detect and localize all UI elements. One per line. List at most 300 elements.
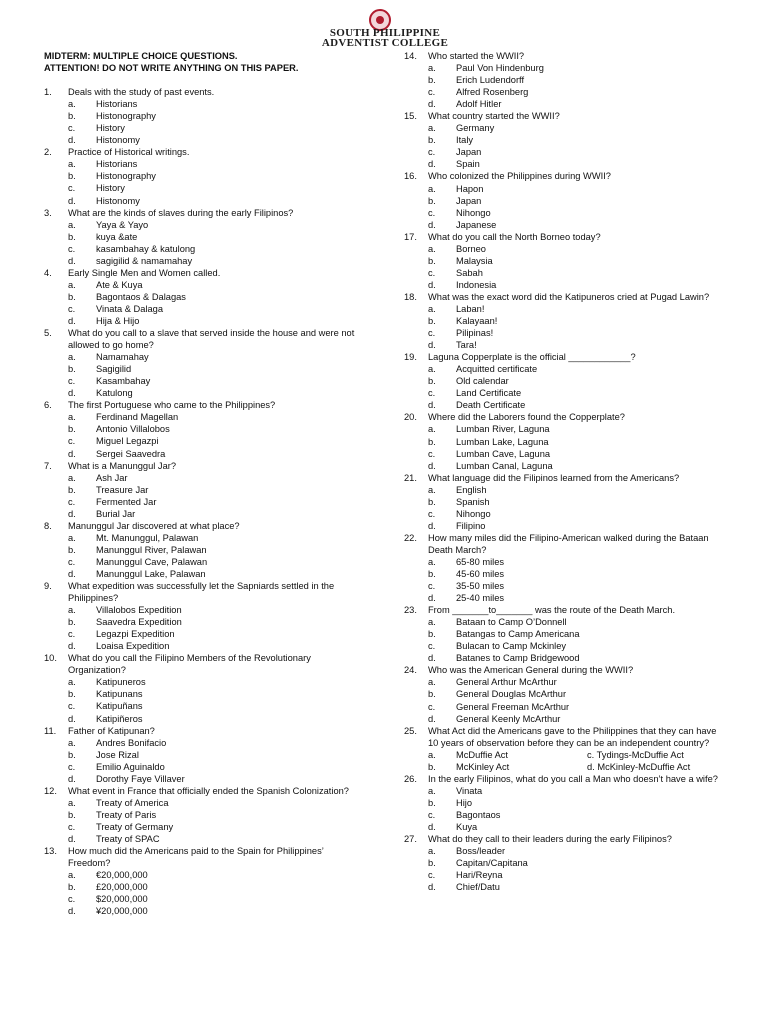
answer-option [404,363,722,375]
answer-option [44,773,362,785]
question-text [404,604,722,616]
question-text [404,472,722,484]
question-item [44,207,362,267]
option-text: Death Certificate [456,400,526,411]
option-letter: a. [68,737,76,748]
option-text: Katulong [96,388,133,399]
question-number: 27. [404,834,417,845]
option-letter: b. [428,797,436,808]
option-letter: b. [68,291,76,302]
option-text: Emilio Aguinaldo [96,761,165,772]
option-letter: b. [428,858,436,869]
option-letter: a. [68,605,76,616]
answer-option [44,435,362,447]
option-letter: a. [428,677,436,688]
option-letter: c. [428,581,436,592]
answer-option [404,713,722,725]
question-item [44,520,362,580]
option-letter: b. [68,749,76,760]
question-prompt: Early Single Men and Women called. [68,267,221,278]
option-letter: c. [68,629,76,640]
option-letter: a. [68,159,76,170]
question-text [44,267,362,279]
question-prompt: Father of Katipunan? [68,725,155,736]
option-text: 25-40 miles [456,593,505,604]
option-text: Bulacan to Camp Mckinley [456,641,567,652]
option-letter: b. [68,617,76,628]
option-letter: c. [68,436,76,447]
option-letter: b. [68,231,76,242]
option-letter: a. [428,424,436,435]
answer-option [404,375,722,387]
question-text [44,520,362,532]
question-prompt: What was the exact word did the Katipuneros cried at Pugad Lawin? [428,291,710,302]
option-text: Lumban Canal, Laguna [456,460,553,471]
answer-option [404,303,722,315]
option-text: Bataan to Camp O’Donnell [456,617,567,628]
question-prompt: What language did the Filipinos learned from the Americans? [428,472,680,483]
option-text: Villalobos Expedition [96,605,182,616]
option-letter: c. [428,701,436,712]
question-number: 3. [44,207,52,218]
question-number: 7. [44,460,52,471]
option-letter: d. [428,713,436,724]
question-number: 16. [404,171,417,182]
question-item [44,399,362,459]
option-text: Mt. Manunggul, Palawan [96,532,199,543]
option-letter: a. [428,556,436,567]
option-text: Histonomy [96,135,140,146]
question-text [44,399,362,411]
option-text: Jose Rizal [96,749,139,760]
question-text [404,291,722,303]
answer-option [44,604,362,616]
option-text: Ash Jar [96,472,128,483]
answer-option [404,134,722,146]
option-letter: a. [68,797,76,808]
option-text: Andres Bonifacio [96,737,167,748]
question-prompt: Who was the American General during the WWII? [428,665,634,676]
question-prompt: Who started the WWII? [428,51,525,61]
option-text: Japan [456,195,482,206]
option-letter: d. [428,882,436,893]
question-text [404,351,722,363]
option-letter: d. [68,834,76,844]
option-text: 45-60 miles [456,569,505,580]
option-letter: c. [428,388,436,399]
question-item [44,146,362,206]
option-text: Namamahay [96,352,149,363]
option-letter: a. [428,183,436,194]
option-text: Loaisa Expedition [96,641,170,652]
option-text: Katipuneros [96,677,146,688]
answer-option [44,484,362,496]
question-number: 19. [404,352,417,363]
option-text: Manunggul Lake, Palawan [96,568,206,579]
option-letter: c. [68,243,76,254]
answer-option [44,881,362,893]
answer-option [404,399,722,411]
question-number: 21. [404,472,417,483]
option-text-second: c. Tydings-McDuffie Act [587,749,684,760]
answer-option [44,749,362,761]
question-text [44,652,362,676]
school-name [300,28,470,48]
question-text [404,532,722,556]
answer-option [404,315,722,327]
option-text: Malaysia [456,255,493,266]
question-number: 5. [44,328,52,339]
option-text: Sergei Saavedra [96,448,166,459]
option-text: Germany [456,123,495,134]
option-text: 35-50 miles [456,581,505,592]
question-item [404,532,722,604]
question-item [404,725,722,773]
option-text: Italy [456,135,474,146]
answer-option [44,387,362,399]
answer-option [404,701,722,713]
question-prompt: What are the kinds of slaves during the early Filipinos? [68,207,294,218]
option-letter: c. [428,870,436,881]
question-number: 10. [44,653,57,664]
question-text [44,725,362,737]
option-letter: c. [428,147,436,158]
option-text: Treasure Jar [96,484,149,495]
answer-option [404,484,722,496]
option-text: Tara! [456,340,477,351]
question-text [404,50,722,62]
answer-option [404,857,722,869]
option-text: Treaty of SPAC [96,834,160,844]
option-letter: b. [68,111,76,122]
answer-option [404,785,722,797]
option-letter: c. [68,496,76,507]
option-text: Nihongo [456,508,491,519]
question-text [44,460,362,472]
answer-option [44,158,362,170]
question-prompt: What is a Manunggul Jar? [68,460,177,471]
option-text: 65-80 miles [456,556,505,567]
option-letter: b. [428,195,436,206]
option-text: €20,000,000 [96,870,148,881]
question-text [404,773,722,785]
option-letter: d. [68,195,76,206]
option-letter: d. [428,340,436,351]
question-number: 24. [404,665,417,676]
answer-option [404,688,722,700]
option-text: Sabah [456,267,483,278]
question-number: 13. [44,846,57,857]
option-text: Chief/Datu [456,882,500,893]
option-text: Adolf Hitler [456,99,502,110]
answer-option [404,267,722,279]
option-text: Nihongo [456,207,491,218]
option-text: Katipuñans [96,701,143,712]
answer-option [44,472,362,484]
option-text: Erich Ludendorff [456,75,525,86]
option-text: Borneo [456,243,486,254]
question-item [44,785,362,845]
answer-option [404,508,722,520]
question-text [404,833,722,845]
question-prompt: How much did the Americans paid to the Spain for Philippines’ Freedom? [68,846,324,869]
question-prompt: What do you call to a slave that served inside the house and were not allowed to go home? [68,328,355,351]
exam-instruction: ATTENTION! DO NOT WRITE ANYTHING ON THIS PAPER. [44,63,299,74]
option-text: Katipunans [96,689,143,700]
option-letter: d. [428,400,436,411]
answer-option [44,375,362,387]
option-letter: a. [68,870,76,881]
option-text: Lumban River, Laguna [456,424,550,435]
option-letter: c. [68,376,76,387]
answer-option [404,676,722,688]
answer-option [44,315,362,327]
option-letter: a. [68,472,76,483]
option-letter: a. [428,63,436,74]
answer-option [404,146,722,158]
option-text: Acquitted certificate [456,364,538,375]
question-prompt: Deals with the study of past events. [68,87,215,98]
option-text: Batangas to Camp Americana [456,629,580,640]
option-text: Ferdinand Magellan [96,412,179,423]
answer-option [44,640,362,652]
option-letter: c. [68,701,76,712]
answer-option [404,520,722,532]
option-letter: b. [68,171,76,182]
question-item [44,725,362,785]
option-letter: c. [428,328,436,339]
option-text: Burial Jar [96,508,136,519]
option-letter: a. [428,785,436,796]
question-item [44,267,362,327]
left-column [44,50,362,917]
option-text: Sagigilid [96,364,132,375]
option-text: Vinata [456,785,483,796]
question-prompt: The first Portuguese who came to the Philippines? [68,400,276,411]
option-text: McDuffie Act [456,749,509,760]
option-text: Laban! [456,303,485,314]
option-letter: a. [428,846,436,857]
option-text: Treaty of Germany [96,821,174,832]
question-text [404,231,722,243]
option-text: Histonomy [96,195,140,206]
option-text: Lumban Lake, Laguna [456,436,549,447]
option-text: Japan [456,147,482,158]
option-letter: d. [428,279,436,290]
question-number: 6. [44,400,52,411]
answer-option [44,628,362,640]
answer-option [44,122,362,134]
answer-option [404,580,722,592]
option-text: £20,000,000 [96,882,148,893]
option-letter: b. [428,255,436,266]
question-item [44,845,362,917]
option-text: Kasambahay [96,376,151,387]
option-letter: d. [428,593,436,604]
question-item [404,664,722,724]
answer-option [404,219,722,231]
question-item [404,773,722,833]
answer-option [404,448,722,460]
option-text: Hapon [456,183,484,194]
answer-option [404,592,722,604]
option-text: Histonography [96,111,156,122]
answer-option [404,339,722,351]
answer-option [44,195,362,207]
option-letter: b. [68,364,76,375]
answer-option [404,496,722,508]
option-letter: c. [68,556,76,567]
question-prompt: Where did the Laborers found the Copperplate? [428,412,625,423]
option-letter: d. [428,159,436,170]
question-number: 2. [44,147,52,158]
option-text: Hijo [456,797,473,808]
option-letter: c. [68,761,76,772]
option-letter: d. [68,641,76,652]
option-text: Historians [96,159,138,170]
answer-option [404,279,722,291]
option-letter: b. [68,809,76,820]
question-text [404,411,722,423]
answer-option [404,460,722,472]
answer-option [404,869,722,881]
option-text: Alfred Rosenberg [456,87,529,98]
option-text: Paul Von Hindenburg [456,63,544,74]
option-text: Hija & Hijo [96,315,140,326]
question-text [404,725,722,749]
answer-option [404,243,722,255]
option-letter: d. [428,99,436,110]
option-text: Land Certificate [456,388,522,399]
option-letter: d. [68,315,76,326]
option-letter: d. [68,135,76,146]
option-letter: b. [68,689,76,700]
option-letter: a. [68,219,76,230]
answer-option [44,448,362,460]
answer-option [404,207,722,219]
option-text: Treaty of America [96,797,169,808]
school-name-line1: SOUTH PHILIPPINE [329,27,441,39]
option-text: Indonesia [456,279,497,290]
answer-option [404,436,722,448]
question-prompt: What Act did the Americans gave to the Philippines that they can have 10 years of observation before they can be an independent country? [428,725,717,748]
option-text: Manunggul River, Palawan [96,544,207,555]
question-item [404,833,722,893]
option-text: General Arthur McArthur [456,677,557,688]
question-item [44,460,362,520]
option-text: sagigilid & namamahay [96,255,193,266]
answer-option [404,652,722,664]
answer-option [44,869,362,881]
option-text: Kalayaan! [456,316,498,327]
option-text: Bagontaos & Dalagas [96,291,186,302]
answer-option [404,845,722,857]
answer-option [44,833,362,845]
option-letter: a. [428,364,436,375]
answer-option-pair [404,749,722,761]
option-text: Pilipinas! [456,328,494,339]
option-letter: d. [68,388,76,399]
answer-option [44,303,362,315]
question-number: 25. [404,725,417,736]
option-letter: b. [428,496,436,507]
answer-option [404,821,722,833]
question-item [404,170,722,230]
answer-option [44,508,362,520]
question-text [404,110,722,122]
option-text: Manunggul Cave, Palawan [96,556,208,567]
option-text: Fermented Jar [96,496,157,507]
answer-option [44,496,362,508]
option-letter: c. [428,267,436,278]
option-text: Saavedra Expedition [96,617,182,628]
answer-option [404,881,722,893]
school-header [300,6,470,49]
question-item [44,652,362,724]
option-letter: b. [428,761,436,772]
option-letter: d. [68,508,76,519]
question-prompt: In the early Filipinos, what do you call a Man who doesn’t have a wife? [428,773,718,784]
option-letter: a. [428,617,436,628]
answer-option [44,255,362,267]
question-number: 8. [44,520,52,531]
answer-option [44,219,362,231]
answer-option [44,231,362,243]
answer-option [404,86,722,98]
question-text [44,845,362,869]
option-letter: c. [68,183,76,194]
answer-option [44,351,362,363]
answer-option [44,134,362,146]
answer-option [44,688,362,700]
exam-title: MIDTERM: MULTIPLE CHOICE QUESTIONS. [44,51,238,61]
question-item [44,580,362,652]
question-prompt: What event in France that officially ended the Spanish Colonization? [68,785,349,796]
option-letter: b. [428,376,436,387]
option-text: kuya &ate [96,231,138,242]
answer-option [44,905,362,917]
option-text: Histonography [96,171,156,182]
question-prompt: How many miles did the Filipino-American walked during the Bataan Death March? [428,532,709,555]
answer-option [44,182,362,194]
option-letter: a. [68,352,76,363]
option-text: $20,000,000 [96,894,148,905]
option-letter: b. [428,316,436,327]
answer-option [404,62,722,74]
option-letter: d. [428,520,436,531]
question-text [44,580,362,604]
answer-option [44,568,362,580]
option-text: Hari/Reyna [456,870,503,881]
answer-option-pair [404,761,722,773]
option-letter: a. [68,279,76,290]
option-letter: a. [428,243,436,254]
option-text: Antonio Villalobos [96,424,170,435]
option-letter: d. [68,713,76,724]
question-text [404,664,722,676]
option-letter: c. [68,821,76,832]
answer-option [404,98,722,110]
question-number: 14. [404,51,417,61]
option-letter: c. [428,641,436,652]
answer-option [44,797,362,809]
question-number: 18. [404,291,417,302]
right-column [404,50,722,893]
answer-option [404,423,722,435]
option-letter: c. [428,207,436,218]
option-text: Filipino [456,520,486,531]
option-letter: d. [428,822,436,832]
